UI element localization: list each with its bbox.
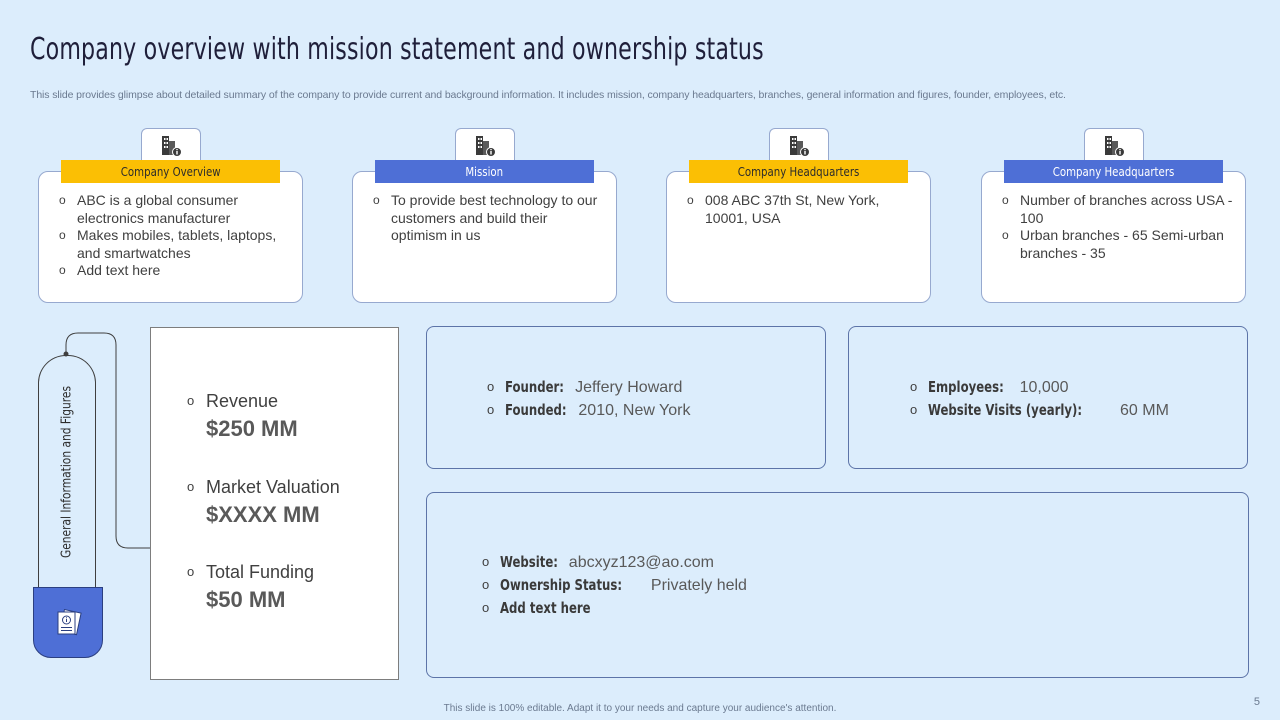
- card-label: Company Headquarters: [689, 160, 908, 183]
- list-item: o ABC is a global consumer electronics manufacturer: [57, 192, 290, 227]
- finance-item: o Market Valuation $XXXX MM: [187, 477, 340, 528]
- slide-title: Company overview with mission statement and ownership status: [30, 32, 764, 67]
- list-item: o Founded: 2010, New York: [487, 399, 690, 422]
- footer-note: This slide is 100% editable. Adapt it to your needs and capture your audience's attention.: [443, 703, 837, 714]
- list-item: o Add text here: [57, 262, 290, 280]
- general-info-label: General Information and Figures: [59, 385, 75, 559]
- financial-figures-panel: [150, 327, 399, 680]
- building-info-icon: [455, 128, 515, 162]
- list-item: o Makes mobiles, tablets, laptops, and smartwatches: [57, 227, 290, 262]
- website-ownership-panel: [426, 492, 1249, 678]
- list-item: o Employees: 10,000: [910, 376, 1169, 399]
- card-label: Mission: [375, 160, 594, 183]
- card-label: Company Headquarters: [1004, 160, 1223, 183]
- finance-item: o Revenue $250 MM: [187, 391, 298, 442]
- list-item: o 008 ABC 37th St, New York, 10001, USA: [685, 192, 918, 227]
- founder-panel: [426, 326, 826, 469]
- list-item: o Website: abcxyz123@ao.com: [482, 551, 747, 574]
- building-info-icon: [769, 128, 829, 162]
- list-item: o Number of branches across USA - 100: [1000, 192, 1233, 227]
- list-item: o To provide best technology to our customers and build their optimism in us: [371, 192, 604, 245]
- list-item: o Urban branches - 65 Semi-urban branches - 35: [1000, 227, 1233, 262]
- card-company-headquarters: [666, 164, 931, 303]
- list-item: o Add text here: [482, 597, 747, 620]
- finance-item: o Total Funding $50 MM: [187, 562, 314, 613]
- card-label: Company Overview: [61, 160, 280, 183]
- card-mission: [352, 164, 617, 303]
- employees-panel: [848, 326, 1248, 469]
- card-branches: [981, 164, 1246, 303]
- slide-subtitle: This slide provides glimpse about detailed summary of the company to provide current and background information. It includes mission, company headquarters, branches, general information and figures, founder, employees, etc.: [30, 89, 1066, 101]
- document-info-icon: [33, 587, 103, 658]
- page-number: 5: [1253, 696, 1260, 708]
- list-item: o Website Visits (yearly): 60 MM: [910, 399, 1169, 422]
- list-item: o Founder: Jeffery Howard: [487, 376, 690, 399]
- list-item: o Ownership Status: Privately held: [482, 574, 747, 597]
- building-info-icon: [1084, 128, 1144, 162]
